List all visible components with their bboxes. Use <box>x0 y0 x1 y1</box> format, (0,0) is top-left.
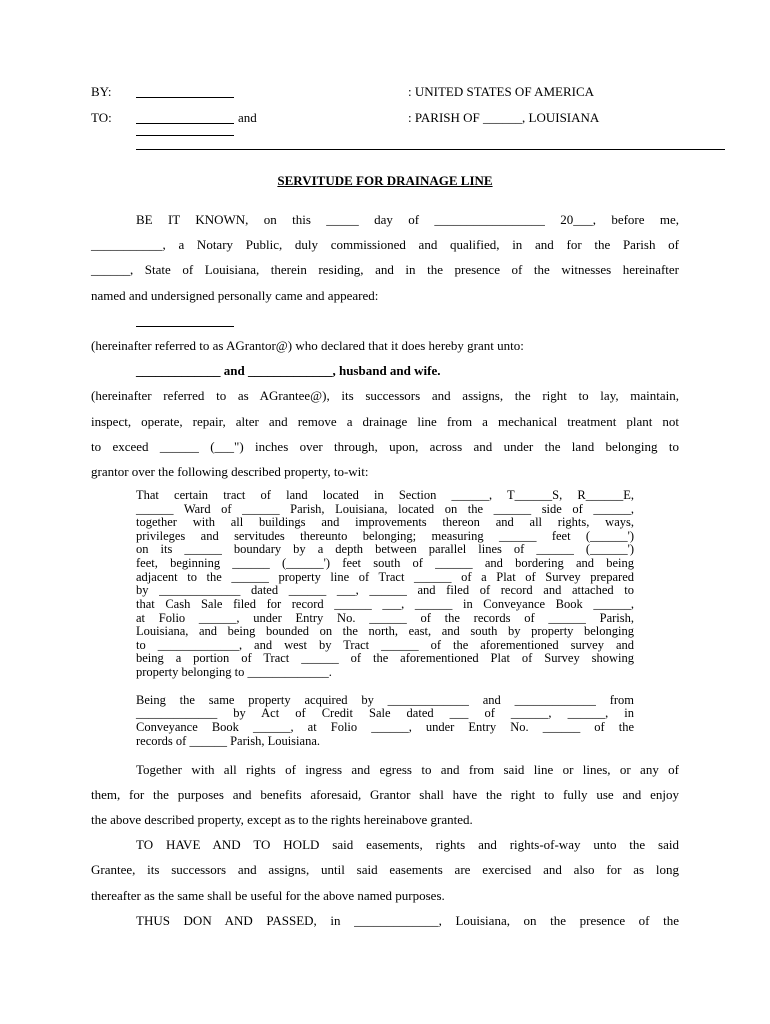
intro-line-2: ___________, a Notary Public, duly commissioned and qualified, in and for the Parish of <box>91 237 679 252</box>
description-line-6: feet, beginning ______ (______') feet south of ______ and bordering and being <box>136 556 634 570</box>
grantee-line-2: inspect, operate, repair, alter and remove a drainage line from a mechanical treatment plant not <box>91 414 679 429</box>
to-blank-line-2 <box>136 135 234 136</box>
to-blank-line-1 <box>136 123 234 124</box>
to-have-line-2: Grantee, its successors and assigns, until said easements are exercised and also for as long <box>91 862 679 877</box>
by-blank-line <box>136 97 234 98</box>
grantee-line-1: (hereinafter referred to as AGrantee@), its successors and assigns, the right to lay, maintain, <box>91 388 679 403</box>
description-line-11: Louisiana, and being bounded on the north, east, and south by property belonging <box>136 624 634 638</box>
description-line-13: being a portion of Tract ______ of the aforementioned Plat of Survey showing <box>136 651 634 665</box>
together-line-3: the above described property, except as to the rights hereinabove granted. <box>91 812 473 827</box>
description-line-4: privileges and servitudes thereunto belonging; measuring ______ feet (______') <box>136 529 634 543</box>
grantee-line-3: to exceed ______ (___") inches over through, upon, across and under the land belonging to <box>91 439 679 454</box>
document-title: SERVITUDE FOR DRAINAGE LINE <box>277 173 493 188</box>
description-line-9: that Cash Sale filed for record ______ ___, ______ in Conveyance Book ______, <box>136 597 634 611</box>
intro-line-1: BE IT KNOWN, on this _____ day of _________________ 20___, before me, <box>136 212 679 227</box>
grantor-name-blank <box>136 326 234 327</box>
description-line-2: ______ Ward of ______ Parish, Louisiana, located on the ______ side of ______, <box>136 502 634 516</box>
acquired-line-3: Conveyance Book ______, at Folio ______, under Entry No. ______ of the <box>136 720 634 734</box>
description-line-10: at Folio ______, under Entry No. ______ of the records of ______ Parish, <box>136 611 634 625</box>
acquired-line-2: _____________ by Act of Credit Sale dated ___ of ______, ______, in <box>136 706 634 720</box>
grantor-line: (hereinafter referred to as AGrantor@) who declared that it does hereby grant unto: <box>91 338 524 353</box>
description-line-5: on its ______ boundary by a depth between parallel lines of ______ (______') <box>136 542 634 556</box>
grantee-line-4: grantor over the following described property, to-wit: <box>91 464 369 479</box>
country-label: : UNITED STATES OF AMERICA <box>408 84 595 99</box>
acquired-line-4: records of ______ Parish, Louisiana. <box>136 734 320 748</box>
to-and: and <box>238 110 257 125</box>
by-label: BY: <box>91 84 112 99</box>
intro-line-3: ______, State of Louisiana, therein residing, and in the presence of the witnesses hereinafter <box>91 262 679 277</box>
thus-done-line: THUS DON AND PASSED, in _____________, Louisiana, on the presence of the <box>136 913 679 928</box>
header-rule <box>136 149 725 150</box>
parish-label: : PARISH OF ______, LOUISIANA <box>408 110 600 125</box>
description-line-7: adjacent to the ______ property line of Tract ______ of a Plat of Survey prepared <box>136 570 634 584</box>
to-have-line-1: TO HAVE AND TO HOLD said easements, rights and rights-of-way unto the said <box>136 837 679 852</box>
acquired-line-1: Being the same property acquired by _____________ and _____________ from <box>136 693 634 707</box>
description-line-1: That certain tract of land located in Section ______, T______S, R______E, <box>136 488 634 502</box>
to-label: TO: <box>91 110 112 125</box>
description-line-3: together with all buildings and improvements thereon and all rights, ways, <box>136 515 634 529</box>
grantee-names: _____________ and _____________, husband and wife. <box>136 363 441 378</box>
together-line-1: Together with all rights of ingress and egress to and from said line or lines, or any of <box>136 762 679 777</box>
to-have-line-3: thereafter as the same shall be useful for the above named purposes. <box>91 888 445 903</box>
intro-line-4: named and undersigned personally came and appeared: <box>91 288 379 303</box>
description-line-12: to _____________, and west by Tract ______ of the aforementioned survey and <box>136 638 634 652</box>
description-line-14: property belonging to _____________. <box>136 665 332 679</box>
together-line-2: them, for the purposes and benefits aforesaid, Grantor shall have the right to fully use and enjoy <box>91 787 679 802</box>
description-line-8: by _____________ dated ______ ___, ______ and filed of record and attached to <box>136 583 634 597</box>
